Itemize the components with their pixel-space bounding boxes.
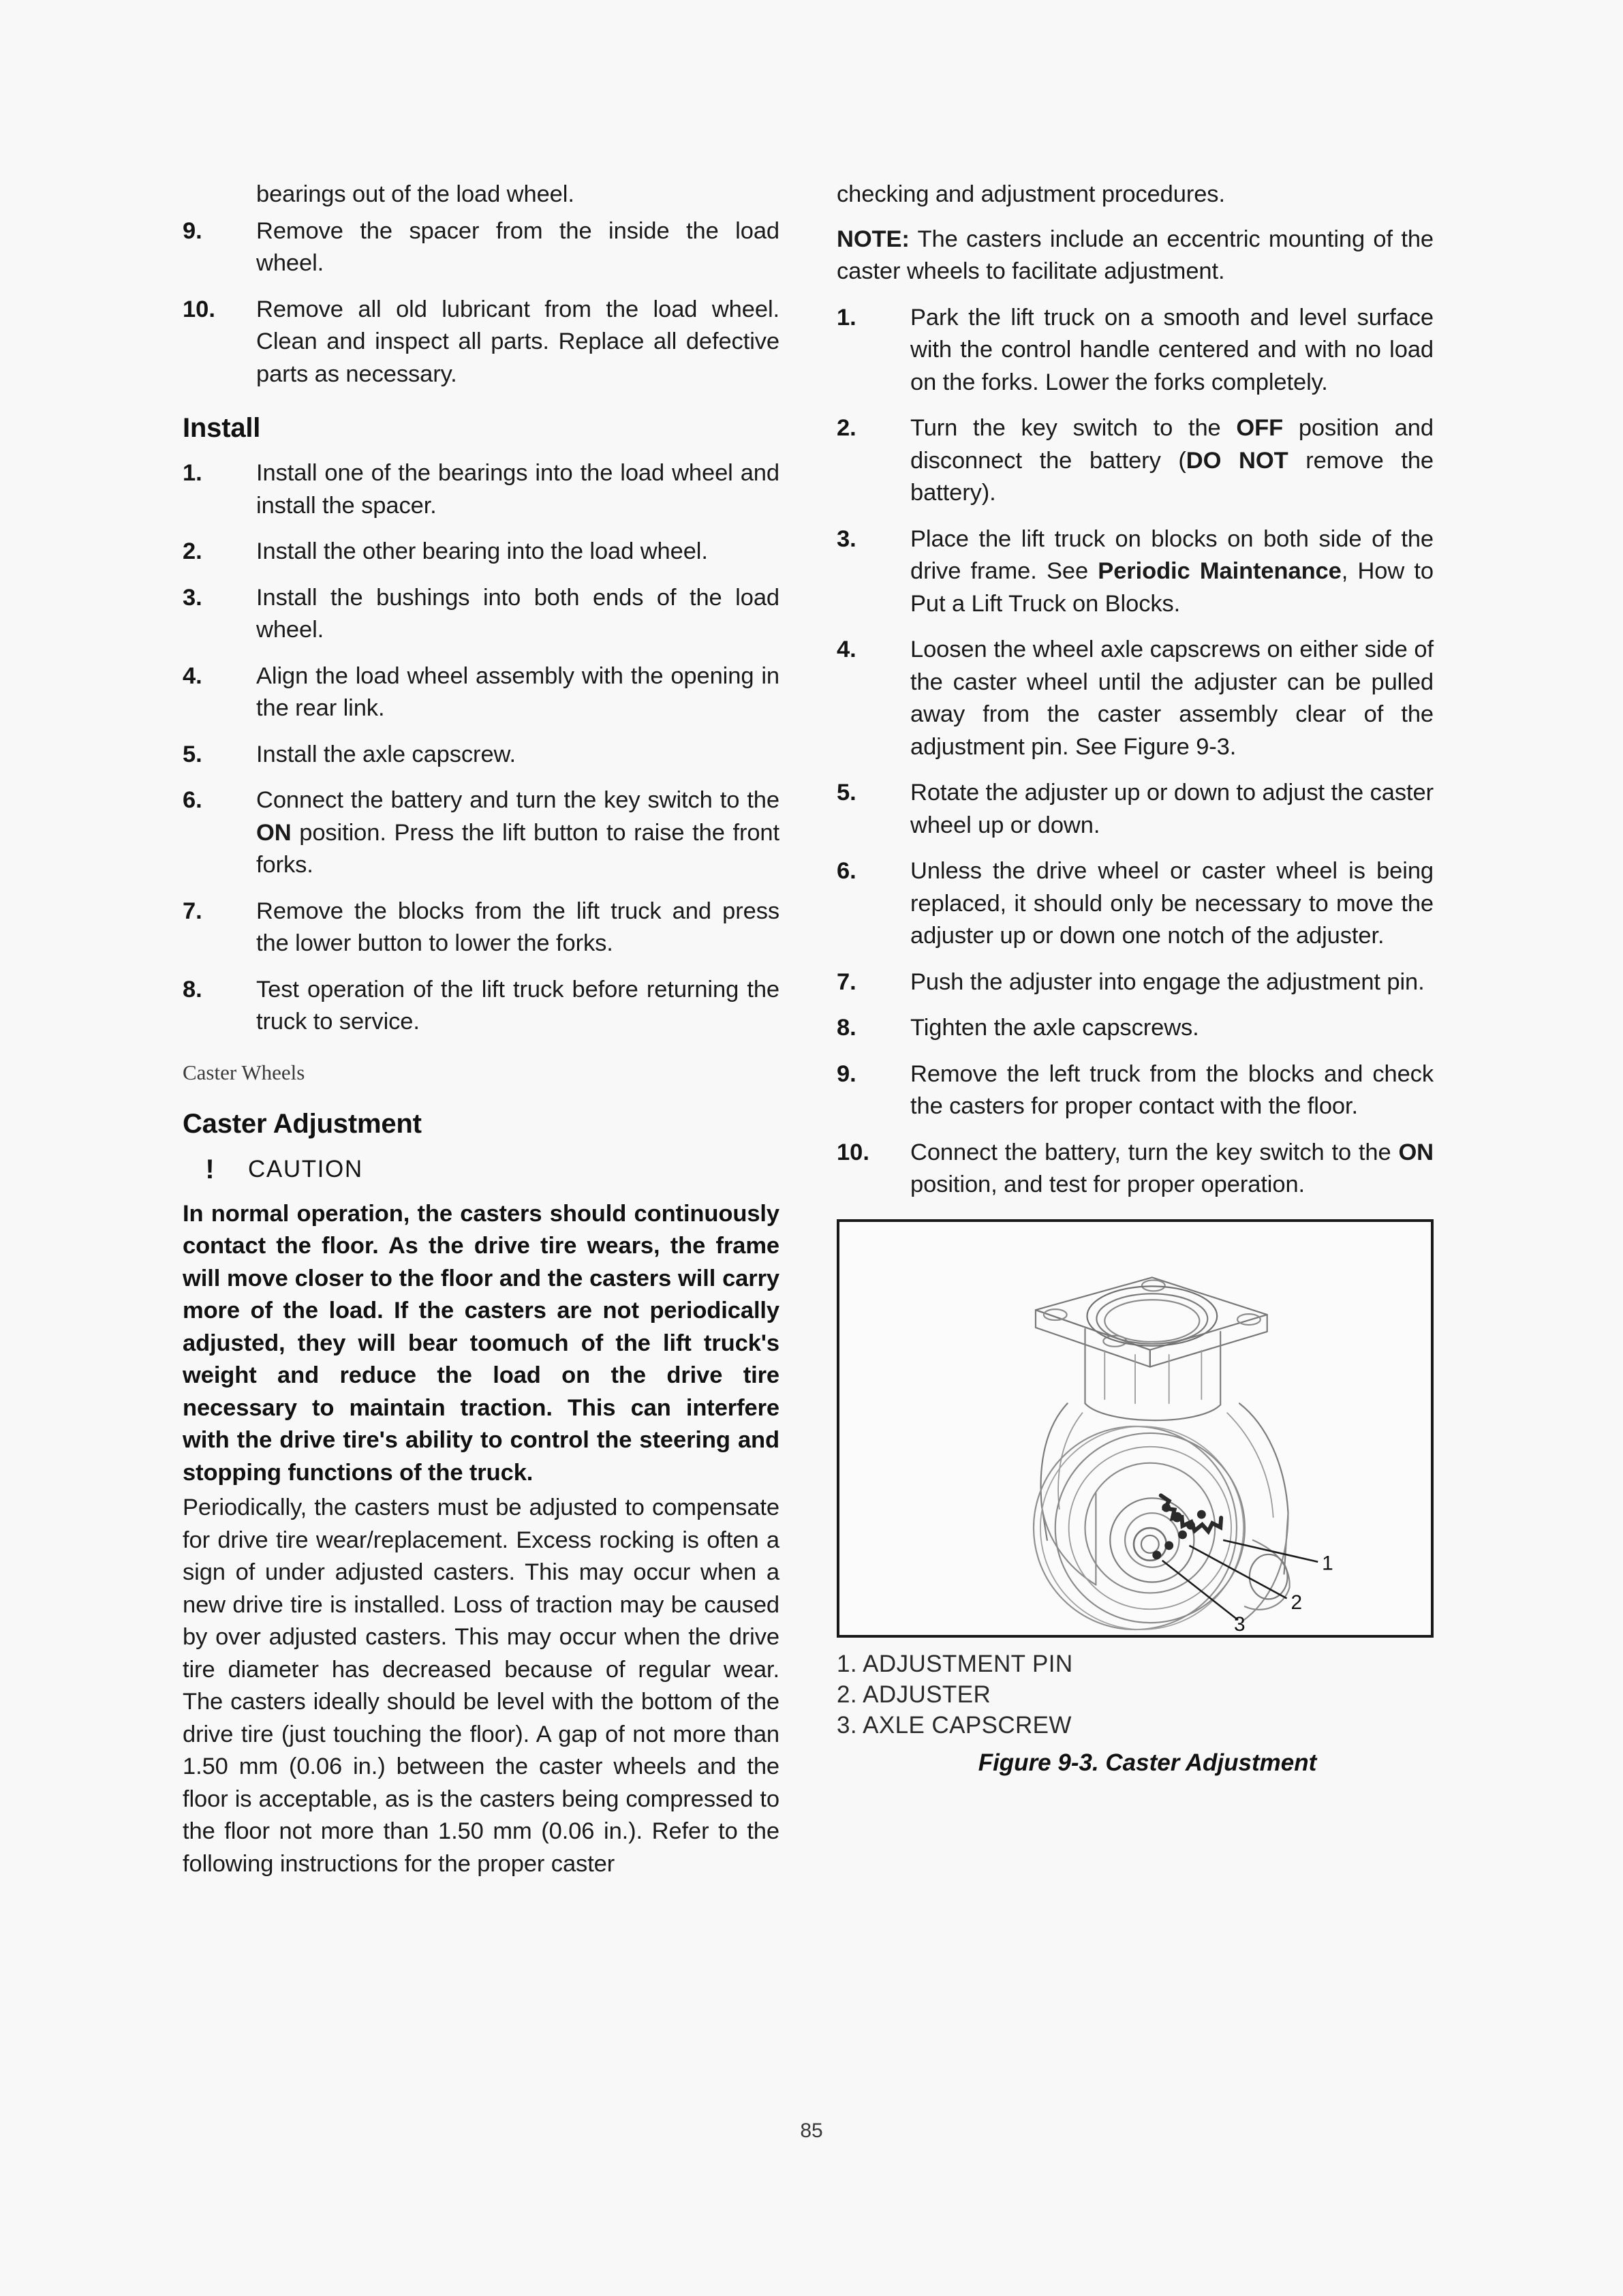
step-number: 5. bbox=[837, 780, 856, 806]
step-number: 8. bbox=[183, 976, 202, 1002]
legend-item: 1. ADJUSTMENT PIN bbox=[837, 1650, 1073, 1677]
step-number: 9. bbox=[183, 217, 202, 244]
step-number: 6. bbox=[183, 787, 202, 813]
note-text: The casters include an eccentric mounting of the caster wheels to facilitate adjustment. bbox=[837, 226, 1434, 284]
page-number: 85 bbox=[800, 2119, 823, 2142]
step-number: 3. bbox=[837, 525, 856, 552]
step-text: Park the lift truck on a smooth and level surface with the control handle centered and with no load on the forks. Lower the forks completely. bbox=[910, 304, 1434, 395]
left-continuation-paragraph: bearings out of the load wheel. bbox=[256, 181, 574, 207]
list-item bbox=[837, 302, 1434, 399]
step-text: Align the load wheel assembly with the opening in the rear link. bbox=[256, 662, 779, 721]
page-content bbox=[183, 179, 1433, 1880]
list-item bbox=[837, 634, 1434, 763]
right-column bbox=[837, 179, 1434, 1880]
install-steps-list bbox=[183, 457, 779, 1039]
step-number: 7. bbox=[183, 898, 202, 924]
step-number: 9. bbox=[837, 1060, 856, 1087]
list-item bbox=[837, 1012, 1434, 1045]
step-number: 3. bbox=[183, 584, 202, 611]
list-item bbox=[183, 215, 779, 280]
step-text bbox=[910, 1137, 1434, 1201]
caster-wheels-subheading: Caster Wheels bbox=[183, 1060, 305, 1084]
step-text: Install the other bearing into the load wheel. bbox=[256, 538, 708, 564]
step-text bbox=[910, 523, 1434, 621]
list-item bbox=[837, 523, 1434, 621]
step-text-emphasis: ON bbox=[256, 819, 292, 846]
exclamation-mark-icon: ! bbox=[205, 1154, 215, 1184]
right-continuation-paragraph: checking and adjustment procedures. bbox=[837, 181, 1225, 207]
step-number: 4. bbox=[837, 637, 856, 662]
step-number: 2. bbox=[837, 415, 856, 441]
step-text: Loosen the wheel axle capscrews on either side of the caster wheel until the adjuster can be pulled away from the caster assembly clear of the adjustment pin. See Figure 9-3. bbox=[910, 637, 1434, 760]
step-text-prefix: Connect the battery and turn the key switch to the bbox=[256, 787, 779, 813]
step-text-b: , How to Put a Lift Truck on Blocks. bbox=[910, 558, 1434, 617]
left-column bbox=[183, 179, 779, 1880]
list-item bbox=[837, 1137, 1434, 1201]
step-number: 6. bbox=[837, 858, 856, 884]
caster-body-paragraph: Periodically, the casters must be adjusted to compensate for drive tire wear/replacement. Excess rocking is often a sign of under adjusted casters. This may occur when a new drive tire is installed. Loss of traction may be caused by over adjusted casters. This may occur when the drive tire diameter has decreased because of regular wear. The casters ideally should be level with the bottom of the drive tire (just touching the floor). A gap of not more than 1.50 mm (0.06 in.) between the caster wheels and the floor is acceptable, as is the casters being compressed to the floor not more than 1.50 mm (0.06 in.). Refer to the following instructions for the proper caster bbox=[183, 1495, 779, 1877]
step-text: Install the bushings into both ends of the load wheel. bbox=[256, 584, 779, 643]
step-text-emphasis-on: ON bbox=[1398, 1139, 1434, 1165]
step-text-a: Connect the battery, turn the key switch to the bbox=[910, 1139, 1399, 1165]
caution-label: CAUTION bbox=[248, 1155, 363, 1182]
caution-header bbox=[195, 1156, 779, 1183]
step-number: 8. bbox=[837, 1015, 856, 1041]
step-text-emphasis-donot: DO NOT bbox=[1186, 447, 1288, 474]
list-item bbox=[183, 457, 779, 522]
list-item bbox=[183, 896, 779, 960]
step-text bbox=[256, 784, 779, 882]
list-item bbox=[183, 536, 779, 568]
step-text: Install the axle capscrew. bbox=[256, 741, 516, 767]
list-item bbox=[183, 784, 779, 882]
step-number: 10. bbox=[837, 1139, 869, 1165]
step-number: 1. bbox=[183, 460, 202, 486]
list-item bbox=[837, 855, 1434, 953]
legend-item: 2. ADJUSTER bbox=[837, 1681, 991, 1708]
step-text: Push the adjuster into engage the adjustment pin. bbox=[910, 968, 1425, 995]
step-text: Remove all old lubricant from the load wheel. Clean and inspect all parts. Replace all defective parts as necessary. bbox=[256, 296, 779, 387]
note-paragraph bbox=[837, 224, 1434, 288]
step-number: 2. bbox=[183, 538, 202, 564]
step-text-a: Place the lift truck on blocks on both side of the drive frame. See bbox=[910, 525, 1434, 584]
callout-1-label: 1 bbox=[1322, 1552, 1333, 1575]
callout-3-label: 3 bbox=[1234, 1612, 1246, 1635]
step-text: Test operation of the lift truck before returning the truck to service. bbox=[256, 976, 779, 1035]
step-text: Install one of the bearings into the load wheel and install the spacer. bbox=[256, 460, 779, 519]
list-item bbox=[837, 966, 1434, 999]
step-text: Tighten the axle capscrews. bbox=[910, 1015, 1199, 1041]
figure-caption: Figure 9-3. Caster Adjustment bbox=[978, 1749, 1317, 1776]
list-item bbox=[837, 1058, 1434, 1123]
step-number: 7. bbox=[837, 968, 856, 995]
step-text-emphasis-periodic-maintenance: Periodic Maintenance bbox=[1098, 558, 1342, 584]
step-text: Remove the left truck from the blocks and check the casters for proper contact with the floor. bbox=[910, 1060, 1434, 1119]
step-text-c: remove the battery). bbox=[910, 447, 1434, 506]
step-text-a: Turn the key switch to the bbox=[910, 415, 1237, 441]
adjust-steps-list bbox=[837, 302, 1434, 1201]
list-item bbox=[183, 739, 779, 771]
step-text-b: position, and test for proper operation. bbox=[910, 1172, 1305, 1197]
figure-9-3-image bbox=[837, 1219, 1434, 1638]
figure-legend bbox=[837, 1649, 1434, 1741]
list-item bbox=[183, 660, 779, 725]
step-number: 5. bbox=[183, 741, 202, 767]
step-text: Rotate the adjuster up or down to adjust the caster wheel up or down. bbox=[910, 780, 1434, 838]
step-text-b: position and disconnect the battery ( bbox=[910, 415, 1434, 474]
step-text: Unless the drive wheel or caster wheel is being replaced, it should only be necessary to move the adjuster up or down one notch of the adjuster. bbox=[910, 858, 1434, 949]
step-number: 1. bbox=[837, 304, 856, 331]
list-item bbox=[183, 974, 779, 1039]
step-text: Remove the blocks from the lift truck and press the lower button to lower the forks. bbox=[256, 898, 779, 956]
step-text-emphasis-off: OFF bbox=[1236, 415, 1284, 441]
list-item bbox=[183, 294, 779, 391]
remove-steps-list bbox=[183, 215, 779, 391]
step-number: 4. bbox=[183, 662, 202, 689]
step-text bbox=[910, 412, 1434, 510]
install-heading: Install bbox=[183, 413, 261, 443]
caution-block bbox=[183, 1156, 779, 1490]
list-item bbox=[837, 412, 1434, 510]
caution-body-text: In normal operation, the casters should continuously contact the floor. As the drive tire wears, the frame will move closer to the floor and the casters will carry more of the load. If the casters are not periodically adjusted, they will bear toomuch of the lift truck's weight and reduce the load on the drive tire necessary to maintain traction. This can interfere with the drive tire's ability to control the steering and stopping functions of the truck. bbox=[183, 1200, 779, 1486]
step-text-suffix: position. Press the lift button to raise the front forks. bbox=[256, 819, 779, 878]
list-item bbox=[837, 777, 1434, 842]
note-label: NOTE: bbox=[837, 226, 910, 252]
callout-2-label: 2 bbox=[1290, 1591, 1303, 1614]
caster-assembly-drawing bbox=[839, 1222, 1431, 1635]
list-item bbox=[183, 582, 779, 647]
caster-adjustment-heading: Caster Adjustment bbox=[183, 1108, 422, 1139]
step-number: 10. bbox=[183, 296, 215, 322]
legend-item: 3. AXLE CAPSCREW bbox=[837, 1711, 1072, 1739]
step-text: Remove the spacer from the inside the load wheel. bbox=[256, 217, 779, 276]
